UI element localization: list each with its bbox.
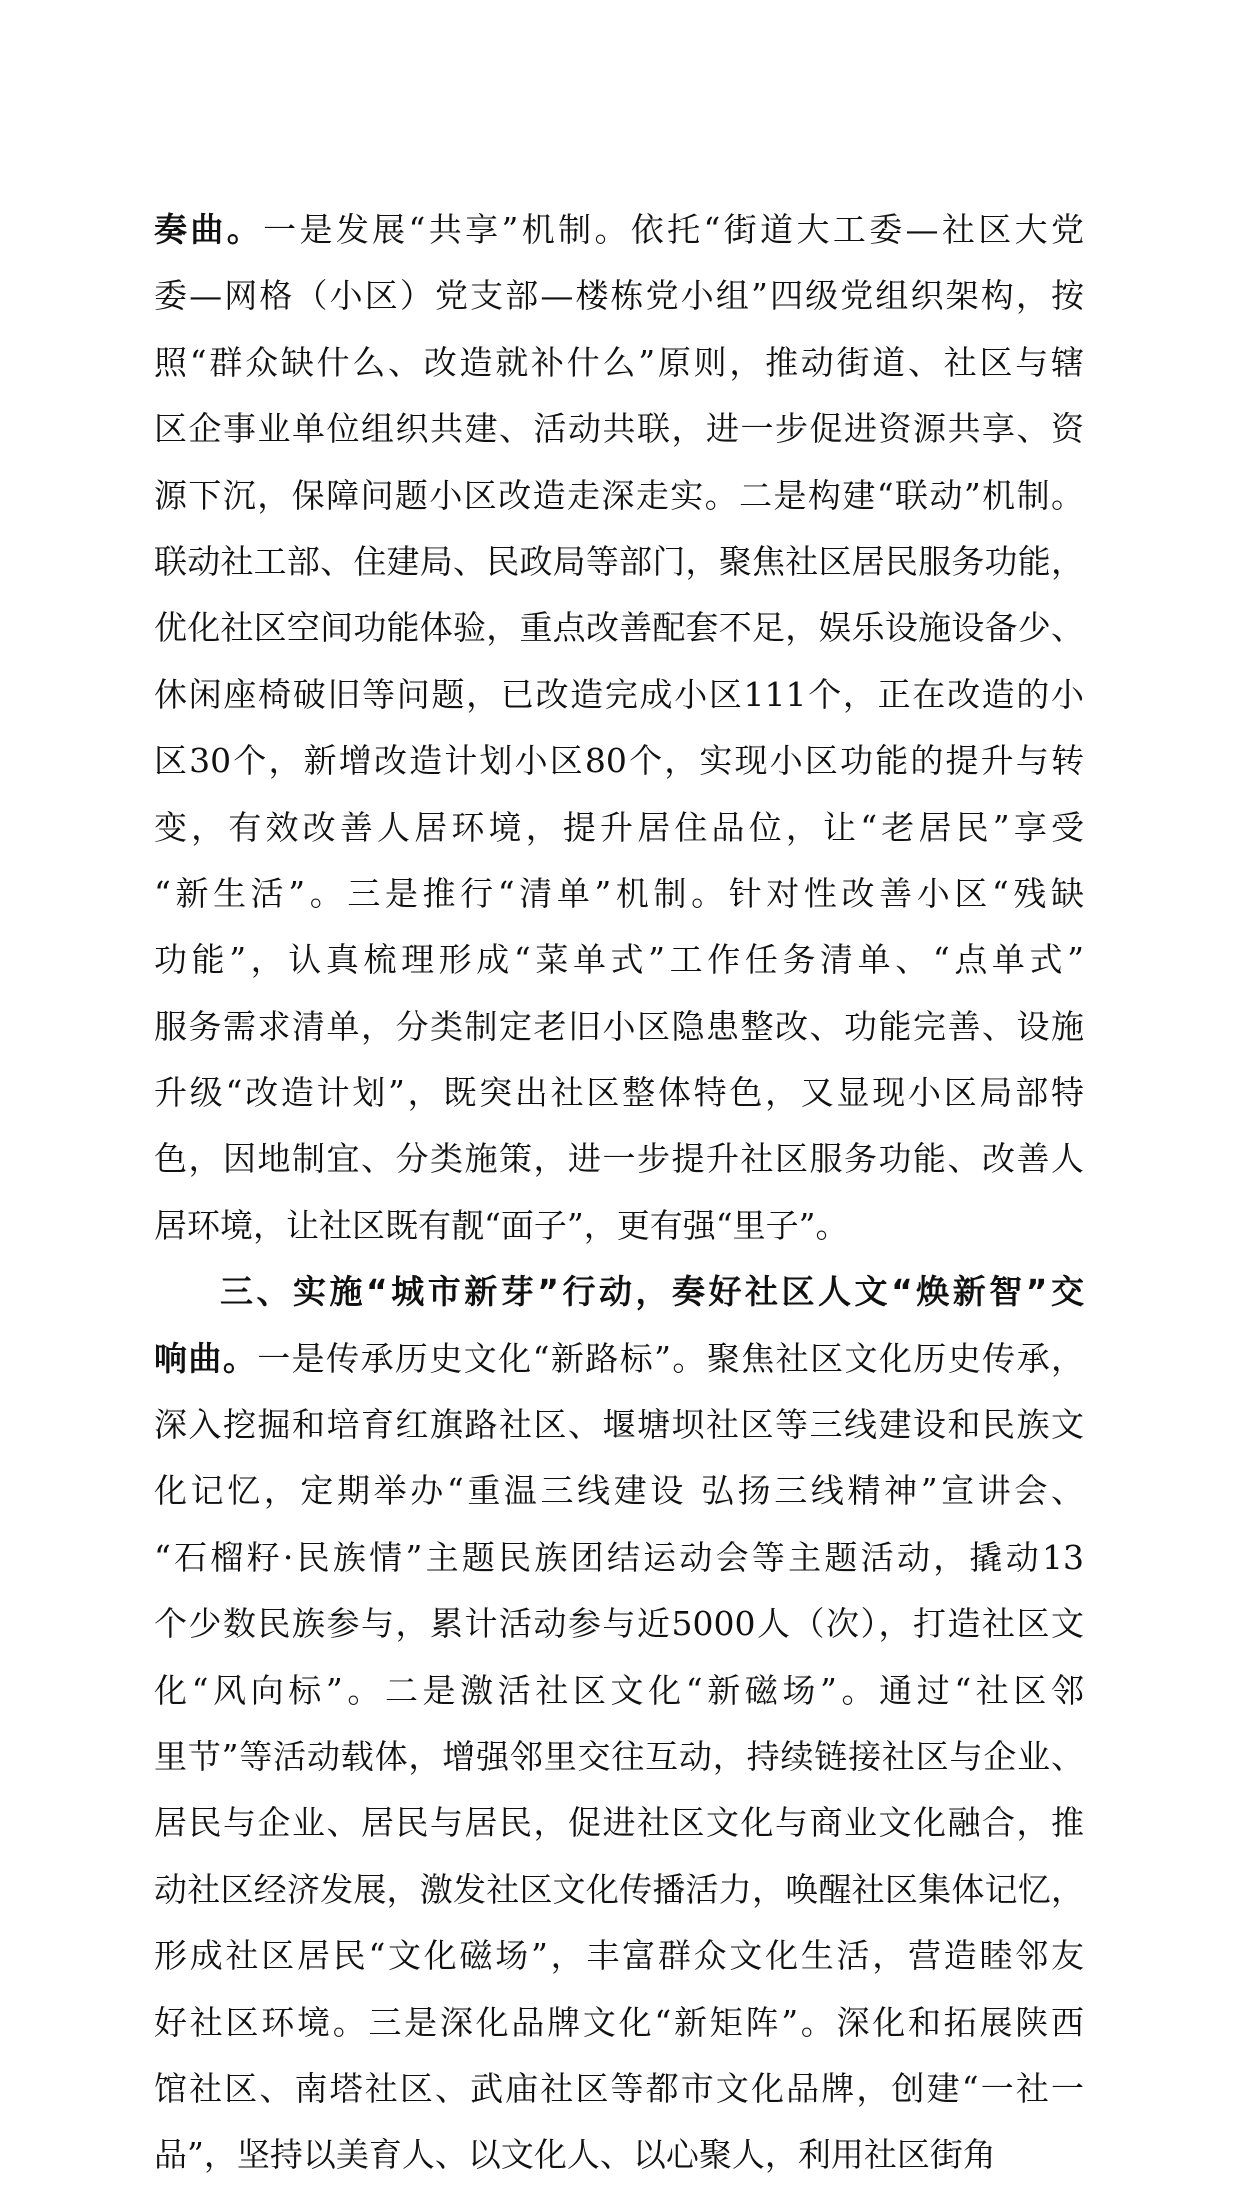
text-line: 升级“改造计划”，既突出社区整体特色，又显现小区局部特 [154, 1073, 1084, 1113]
text-line: 形成社区居民“文化磁场”，丰富群众文化生活，营造睦邻友 [154, 1936, 1084, 1976]
text-line: 照“群众缺什么、改造就补什么”原则，推动街道、社区与辖 [154, 342, 1084, 382]
text-line: 休闲座椅破旧等问题，已改造完成小区111个，正在改造的小 [154, 674, 1084, 714]
section-heading: 三、实施“城市新芽”行动，奏好社区人文“焕新智”交 [220, 1272, 1084, 1312]
text-line: 委—网格（小区）党支部—楼栋党小组”四级党组织架构，按 [154, 276, 1084, 316]
text-line: 品”，坚持以美育人、以文化人、以心聚人，利用社区街角 [154, 2135, 996, 2175]
bold-lead: 响曲。 [154, 1338, 258, 1378]
text-line: 服务需求清单，分类制定老旧小区隐患整改、功能完善、设施 [154, 1006, 1084, 1046]
text-line: 化记忆，定期举办“重温三线建设 弘扬三线精神”宣讲会、 [154, 1471, 1084, 1511]
text-line: 深入挖掘和培育红旗路社区、堰塘坝社区等三线建设和民族文 [154, 1405, 1084, 1445]
text-line: 个少数民族参与，累计活动参与近5000人（次），打造社区文 [154, 1604, 1084, 1644]
text-line [154, 197, 1084, 263]
text-run: 一是传承历史文化“新路标”。聚焦社区文化历史传承， [257, 1338, 1084, 1378]
text-line: 居环境，让社区既有靓“面子”，更有强“里子”。 [154, 1205, 849, 1245]
text-line: 变，有效改善人居环境，提升居住品位，让“老居民”享受 [154, 807, 1084, 847]
text-line: 区30个，新增改造计划小区80个，实现小区功能的提升与转 [154, 741, 1084, 781]
text-line: 功能”，认真梳理形成“菜单式”工作任务清单、“点单式” [154, 940, 1084, 980]
bold-lead: 奏曲。 [154, 210, 264, 249]
body-text [154, 197, 1084, 2189]
text-run: 一是发展“共享”机制。依托“街道大工委—社区大党 [263, 210, 1084, 249]
text-line: 化“风向标”。二是激活社区文化“新磁场”。通过“社区邻 [154, 1670, 1084, 1710]
text-line: 源下沉，保障问题小区改造走深走实。二是构建“联动”机制。 [154, 475, 1084, 515]
text-line: 色，因地制宜、分类施策，进一步提升社区服务功能、改善人 [154, 1139, 1084, 1179]
text-line: “石榴籽·民族情”主题民族团结运动会等主题活动，撬动13 [154, 1537, 1084, 1577]
text-line: 居民与企业、居民与居民，促进社区文化与商业文化融合，推 [154, 1803, 1084, 1843]
text-line: 好社区环境。三是深化品牌文化“新矩阵”。深化和拓展陕西 [154, 2002, 1084, 2042]
text-line: 馆社区、南塔社区、武庙社区等都市文化品牌，创建“一社一 [154, 2068, 1084, 2108]
text-line: “新生活”。三是推行“清单”机制。针对性改善小区“残缺 [154, 873, 1084, 913]
text-line: 联动社工部、住建局、民政局等部门，聚焦社区居民服务功能， [154, 541, 1084, 581]
text-line: 里节”等活动载体，增强邻里交往互动，持续链接社区与企业、 [154, 1736, 1084, 1776]
text-line: 动社区经济发展，激发社区文化传播活力，唤醒社区集体记忆， [154, 1869, 1084, 1909]
text-line: 优化社区空间功能体验，重点改善配套不足，娱乐设施设备少、 [154, 608, 1084, 648]
text-line [154, 1326, 1084, 1392]
text-line: 区企事业单位组织共建、活动共联，进一步促进资源共享、资 [154, 409, 1084, 449]
